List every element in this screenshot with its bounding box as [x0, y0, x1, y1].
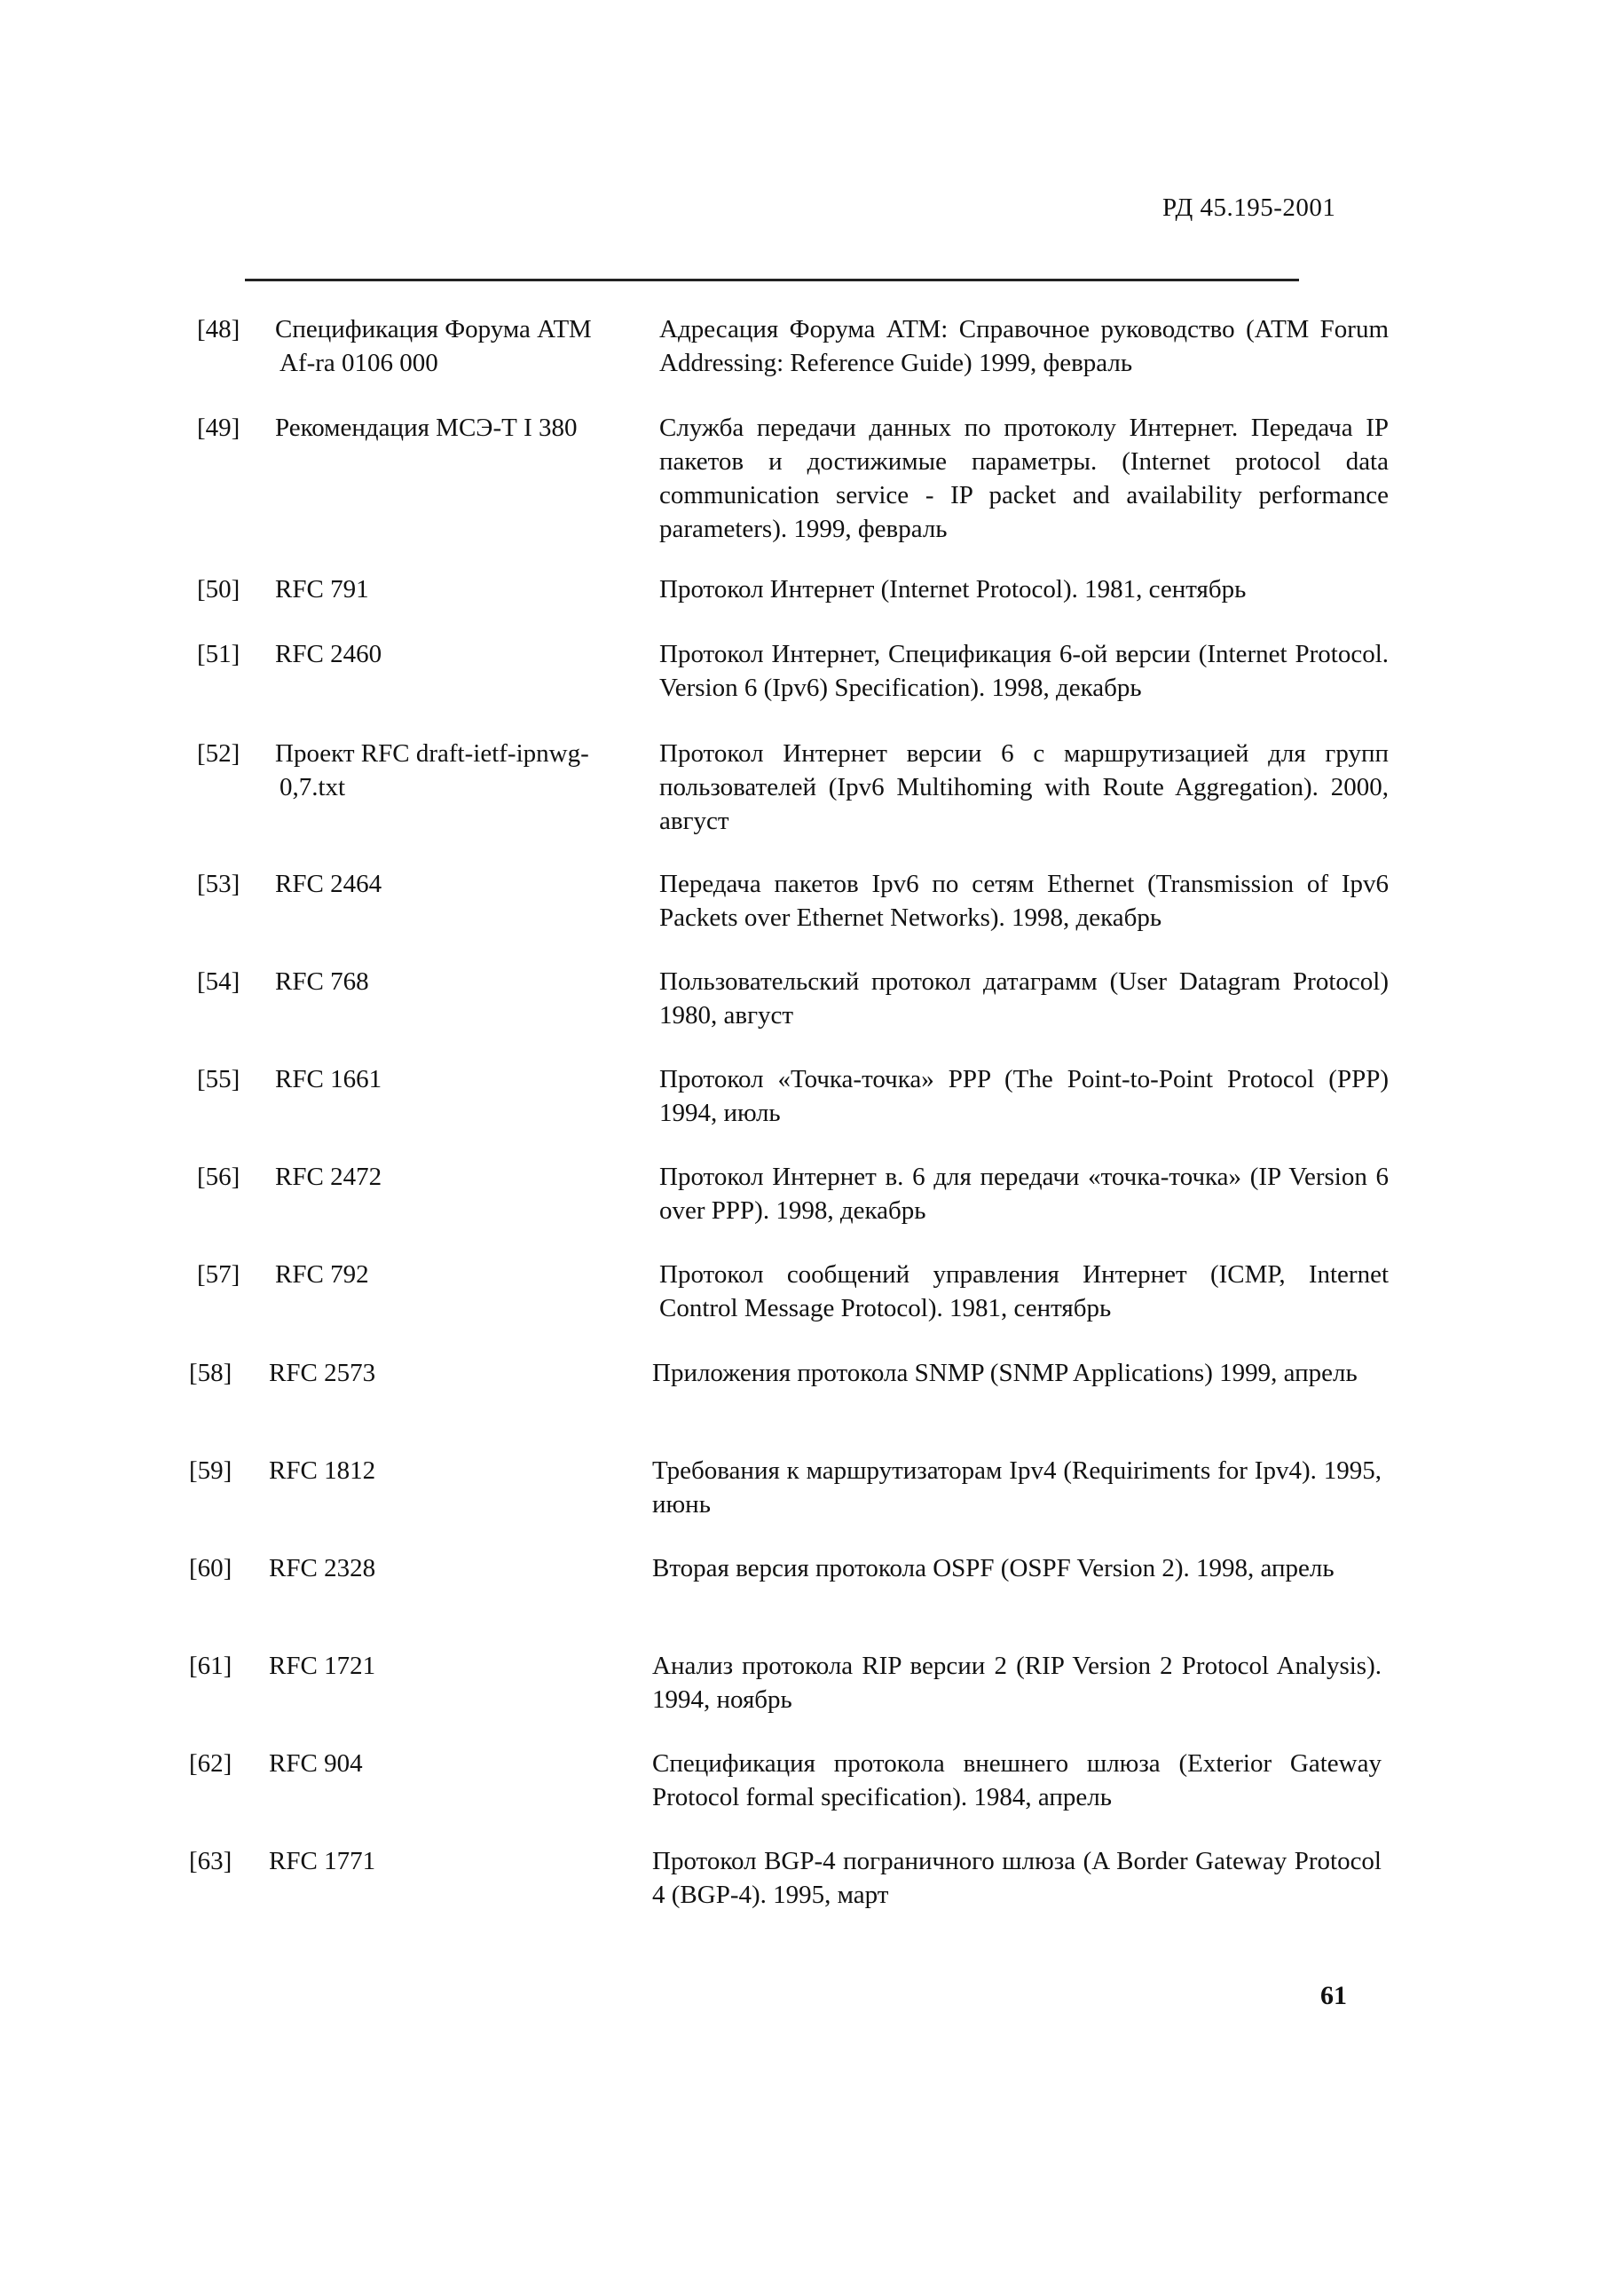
reference-source-line2: Af-ra 0106 000: [280, 349, 438, 377]
reference-source: RFC 791: [275, 575, 369, 604]
reference-source: RFC 2472: [275, 1163, 382, 1191]
reference-description: Анализ протокола RIP версии 2 (RIP Version 2 Protocol Analysis). 1994, ноябрь: [652, 1652, 1382, 1714]
reference-number: [48]: [197, 315, 240, 343]
reference-source: RFC 904: [269, 1749, 363, 1778]
reference-source: RFC 2573: [269, 1359, 376, 1387]
reference-description: Пользовательский протокол датаграмм (User Datagram Protocol) 1980, август: [659, 967, 1389, 1030]
reference-description: Протокол Интернет в. 6 для передачи «точка-точка» (IP Version 6 over PPP). 1998, декабрь: [659, 1163, 1389, 1225]
reference-description: Протокол Интернет версии 6 с маршрутизацией для групп пользователей (Ipv6 Multihoming with Route Aggregation). 2000, август: [659, 739, 1389, 835]
reference-description: Требования к маршрутизаторам Ipv4 (Requiriments for Ipv4). 1995, июнь: [652, 1456, 1382, 1519]
reference-number: [58]: [189, 1359, 232, 1387]
reference-description: Приложения протокола SNMP (SNMP Applications) 1999, апрель: [652, 1359, 1358, 1387]
reference-source: Спецификация Форума АТМ Af-ra 0106 000: [275, 312, 648, 380]
reference-number: [59]: [189, 1456, 232, 1485]
reference-description: Протокол BGP-4 пограничного шлюза (A Border Gateway Protocol 4 (BGP-4). 1995, март: [652, 1847, 1382, 1909]
reference-description: Протокол Интернет (Internet Protocol). 1981, сентябрь: [659, 575, 1247, 604]
reference-source: Проект RFC draft-ietf-ipnwg- 0,7.txt: [275, 737, 648, 804]
reference-number: [54]: [197, 967, 240, 996]
document-code: РД 45.195-2001: [1162, 193, 1336, 222]
reference-source: RFC 2464: [275, 870, 382, 898]
reference-source: RFC 1771: [269, 1847, 376, 1875]
reference-description: Спецификация протокола внешнего шлюза (Exterior Gateway Protocol formal specification). 1984, апрель: [652, 1749, 1382, 1811]
reference-source: RFC 2460: [275, 640, 382, 668]
reference-description: Протокол «Точка-точка» PPP (The Point-to-Point Protocol (PPP) 1994, июль: [659, 1065, 1389, 1127]
reference-number: [63]: [189, 1847, 232, 1875]
reference-number: [50]: [197, 575, 240, 604]
reference-number: [61]: [189, 1652, 232, 1680]
reference-description: Протокол сообщений управления Интернет (ICMP, Internet Control Message Protocol). 1981, сентябрь: [659, 1260, 1389, 1322]
reference-source: RFC 768: [275, 967, 369, 996]
reference-description: Вторая версия протокола OSPF (OSPF Version 2). 1998, апрель: [652, 1554, 1335, 1582]
header-rule: [245, 279, 1299, 281]
reference-number: [60]: [189, 1554, 232, 1582]
reference-source: RFC 792: [275, 1260, 369, 1289]
reference-description: Передача пакетов Ipv6 по сетям Ethernet (Transmission of Ipv6 Packets over Ethernet Networks). 1998, декабрь: [659, 870, 1389, 932]
page-number: 61: [1320, 1981, 1347, 2010]
reference-source: RFC 1661: [275, 1065, 382, 1093]
reference-number: [56]: [197, 1163, 240, 1191]
reference-source: RFC 1721: [269, 1652, 376, 1680]
reference-source: RFC 1812: [269, 1456, 376, 1485]
reference-source: RFC 2328: [269, 1554, 376, 1582]
reference-number: [57]: [197, 1260, 240, 1289]
reference-description: Адресация Форума АТМ: Справочное руководство (АТМ Forum Addressing: Reference Guide) 1999, февраль: [659, 315, 1389, 377]
reference-source: Рекомендация МСЭ-Т I 380: [275, 414, 578, 442]
reference-description: Протокол Интернет, Спецификация 6-ой версии (Internet Protocol. Version 6 (Ipv6) Specification). 1998, декабрь: [659, 640, 1389, 702]
reference-number: [55]: [197, 1065, 240, 1093]
reference-number: [53]: [197, 870, 240, 898]
reference-number: [62]: [189, 1749, 232, 1778]
reference-description: Служба передачи данных по протоколу Интернет. Передача IP пакетов и достижимые параметры. (Internet protocol data communication service - IP packet and availability performance parameters). 1999, февраль: [659, 414, 1389, 543]
reference-number: [52]: [197, 739, 240, 768]
reference-number: [49]: [197, 414, 240, 442]
reference-source-line2: 0,7.txt: [280, 773, 346, 801]
reference-number: [51]: [197, 640, 240, 668]
